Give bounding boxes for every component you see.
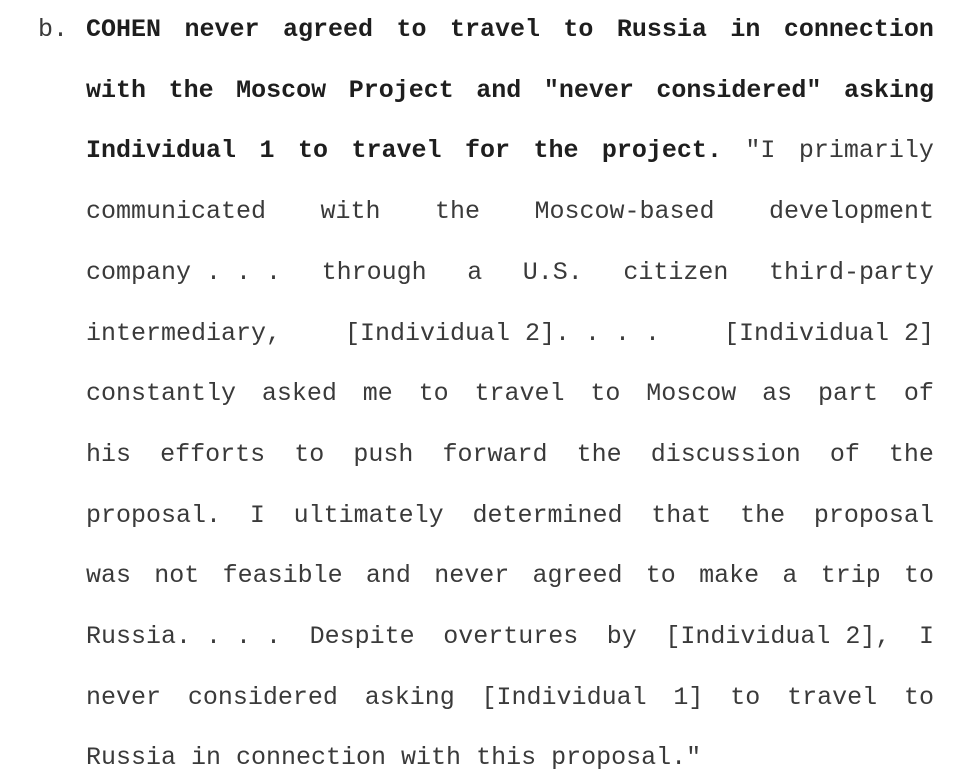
word: a — [782, 561, 798, 591]
word: [Individual — [481, 682, 647, 712]
word: Moscow — [236, 75, 327, 105]
word: asking — [364, 682, 455, 712]
paragraph-last-line: Russia in connection with this proposal." — [86, 743, 702, 773]
word: never — [86, 682, 162, 712]
word: to — [396, 15, 427, 44]
word: me — [362, 379, 393, 409]
word: for — [464, 136, 510, 166]
list-marker: b. — [38, 15, 69, 44]
word: determined — [472, 500, 623, 530]
word: make — [699, 561, 760, 591]
word: to — [563, 15, 594, 44]
word: to — [903, 561, 934, 591]
paragraph-line — [86, 258, 934, 288]
paragraph-line — [86, 440, 934, 470]
word: third-party — [768, 257, 934, 287]
word: and — [365, 561, 411, 591]
word: the — [888, 439, 934, 469]
paragraph-line — [86, 683, 934, 713]
word: primarily — [798, 136, 934, 166]
word: feasible — [222, 561, 343, 591]
word: agreed — [532, 561, 623, 591]
word: travel — [351, 136, 442, 166]
word: proposal. — [86, 500, 222, 530]
word: considered" — [656, 75, 822, 105]
word: never — [184, 15, 260, 44]
word: Individual — [86, 136, 237, 166]
word: [Individual 2], — [665, 622, 891, 651]
word: [Individual 2] — [723, 318, 934, 348]
word: to — [645, 561, 676, 591]
word: with — [320, 197, 381, 227]
word: 1 — [259, 136, 275, 166]
word: overtures — [443, 622, 579, 651]
word: I — [918, 622, 934, 651]
word: COHEN — [86, 15, 162, 44]
word: the — [533, 136, 579, 166]
paragraph-line — [86, 319, 934, 349]
word: to — [590, 379, 621, 409]
paragraph-line — [86, 136, 934, 166]
word: of — [829, 439, 860, 469]
word: I — [249, 500, 265, 530]
word: the — [576, 439, 622, 469]
word: proposal — [813, 500, 934, 530]
word: the — [740, 500, 786, 530]
word: through — [321, 257, 427, 287]
word: Russia — [616, 15, 707, 44]
word: a — [467, 257, 483, 287]
word: Despite — [309, 622, 415, 651]
word: to — [418, 379, 449, 409]
word: that — [651, 500, 712, 530]
word: the — [168, 75, 214, 105]
word: [Individual 2]. . . . — [344, 318, 661, 348]
word: push — [353, 439, 414, 469]
word: U.S. — [522, 257, 583, 287]
word: never — [434, 561, 510, 591]
paragraph-line — [86, 561, 934, 591]
word: asked — [261, 379, 337, 409]
word: in — [730, 15, 761, 44]
word: 1] — [673, 682, 704, 712]
word: of — [903, 379, 934, 409]
word: to — [903, 682, 934, 712]
word: Moscow — [646, 379, 737, 409]
word: intermediary, — [86, 318, 282, 348]
word: to — [730, 682, 761, 712]
word: discussion — [650, 439, 801, 469]
word: as — [762, 379, 793, 409]
word: travel — [474, 379, 565, 409]
word: company . . . — [86, 257, 282, 287]
word: and — [476, 75, 522, 105]
word: to — [294, 439, 325, 469]
word: considered — [187, 682, 338, 712]
word: communicated — [86, 197, 267, 227]
word: ultimately — [293, 500, 444, 530]
word: agreed — [282, 15, 373, 44]
word: "never — [543, 75, 634, 105]
word: development — [768, 197, 934, 227]
word: trip — [820, 561, 881, 591]
word: not — [154, 561, 200, 591]
word: travel — [449, 15, 540, 44]
paragraph-line — [86, 197, 934, 227]
word: forward — [442, 439, 548, 469]
word: by — [606, 622, 637, 651]
word: was — [86, 561, 132, 591]
word: connection — [783, 15, 934, 44]
word: his — [86, 439, 132, 469]
word: Project — [348, 75, 454, 105]
word: asking — [843, 75, 934, 105]
word: citizen — [623, 257, 729, 287]
word: the — [434, 197, 480, 227]
paragraph-line — [86, 379, 934, 409]
word: "I — [745, 136, 776, 166]
paragraph-line — [86, 622, 934, 652]
word: project. — [601, 136, 722, 166]
paragraph-line — [86, 15, 934, 45]
paragraph-line — [86, 501, 934, 531]
word: to — [297, 136, 328, 166]
word: constantly — [86, 379, 237, 409]
paragraph-line — [86, 76, 934, 106]
word: Moscow-based — [534, 197, 715, 227]
word: Russia. . . . — [86, 622, 282, 651]
word: with — [86, 75, 147, 105]
word: efforts — [160, 439, 266, 469]
word: part — [818, 379, 879, 409]
word: travel — [787, 682, 878, 712]
